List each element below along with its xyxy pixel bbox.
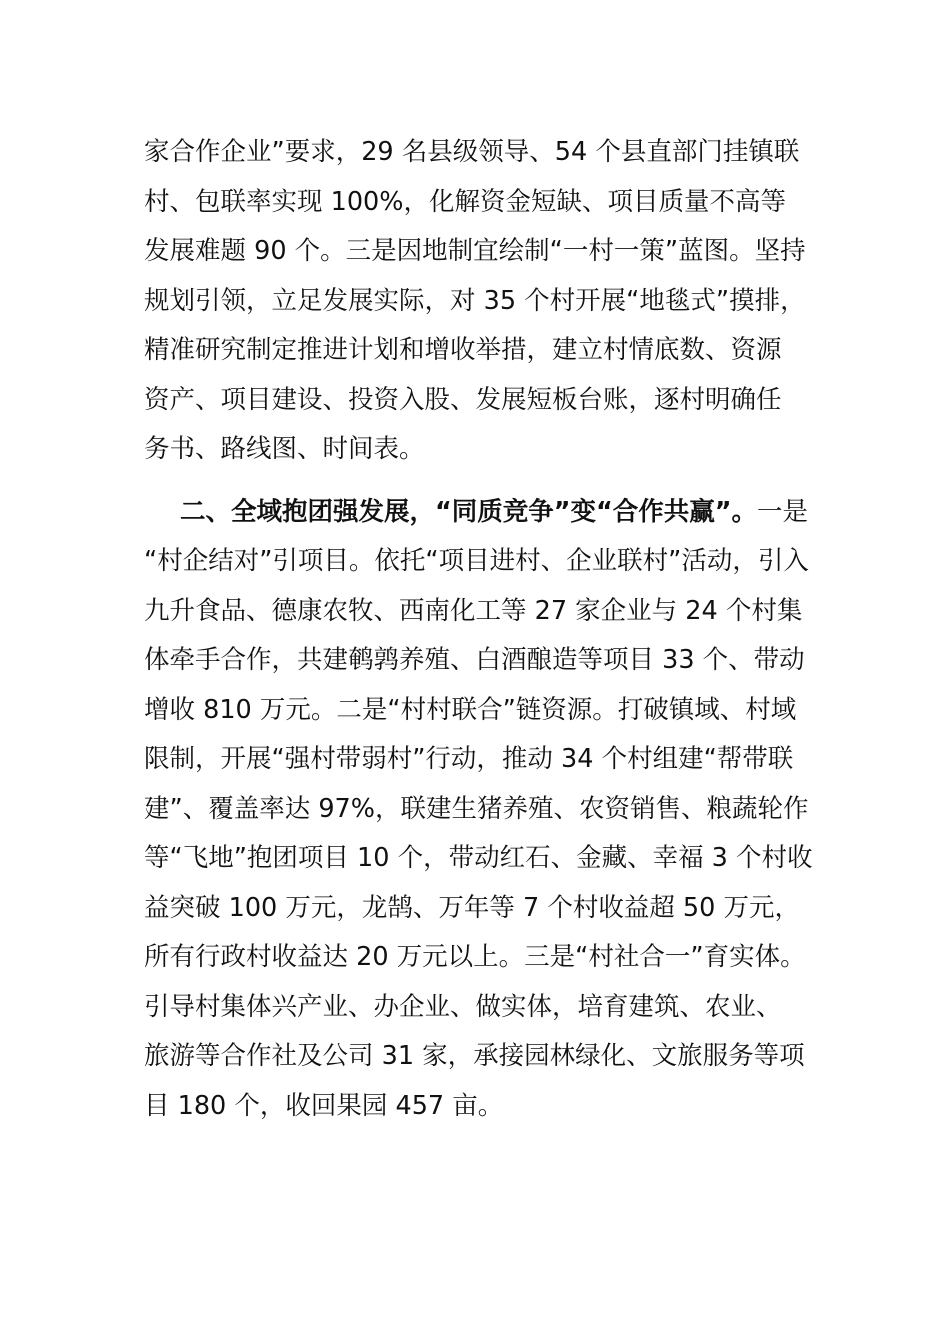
section-heading-line xyxy=(180,487,860,537)
paragraph-line: 务书、路线图、时间表。 xyxy=(144,434,425,464)
paragraph-line: 九升食品、德康农牧、西南化工等 27 家企业与 24 个村集 xyxy=(144,596,803,626)
section-heading: 二、全域抱团强发展，“同质竞争”变“合作共赢”。 xyxy=(180,497,758,527)
paragraph-line: 精准研究制定推进计划和增收举措，建立村情底数、资源 xyxy=(144,335,782,365)
paragraph-line: 体牵手合作，共建鹌鹑养殖、白酒酿造等项目 33 个、带动 xyxy=(144,645,805,675)
paragraph-line: 发展难题 90 个。三是因地制宜绘制“一村一策”蓝图。坚持 xyxy=(144,236,806,266)
paragraph-line: 益突破 100 万元，龙鹄、万年等 7 个村收益超 50 万元， xyxy=(144,893,800,923)
paragraph-line: 村、包联率实现 100%，化解资金短缺、项目质量不高等 xyxy=(144,187,787,217)
paragraph-line: 目 180 个，收回果园 457 亩。 xyxy=(144,1091,504,1121)
paragraph-line: 家合作企业”要求，29 名县级领导、54 个县直部门挂镇联 xyxy=(144,137,800,167)
paragraph-line: 资产、项目建设、投资入股、发展短板台账，逐村明确任 xyxy=(144,385,782,415)
paragraph-line: “村企结对”引项目。依托“项目进村、企业联村”活动，引入 xyxy=(144,546,809,576)
paragraph-line: 限制，开展“强村带弱村”行动，推动 34 个村组建“帮带联 xyxy=(144,744,794,774)
paragraph-line: 规划引领，立足发展实际，对 35 个村开展“地毯式”摸排， xyxy=(144,286,806,316)
paragraph-line: 等“飞地”抱团项目 10 个，带动红石、金藏、幸福 3 个村收 xyxy=(144,843,813,873)
paragraph-line: 增收 810 万元。二是“村村联合”链资源。打破镇域、村域 xyxy=(144,695,797,725)
paragraph-line: 建”、覆盖率达 97%，联建生猪养殖、农资销售、粮蔬轮作 xyxy=(144,794,809,824)
paragraph-line: 旅游等合作社及公司 31 家，承接园林绿化、文旅服务等项 xyxy=(144,1041,805,1071)
paragraph-line: 引导村集体兴产业、办企业、做实体，培育建筑、农业、 xyxy=(144,992,782,1022)
section-first-line-text: 一是 xyxy=(757,497,809,527)
paragraph-line: 所有行政村收益达 20 万元以上。三是“村社合一”育实体。 xyxy=(144,942,806,972)
